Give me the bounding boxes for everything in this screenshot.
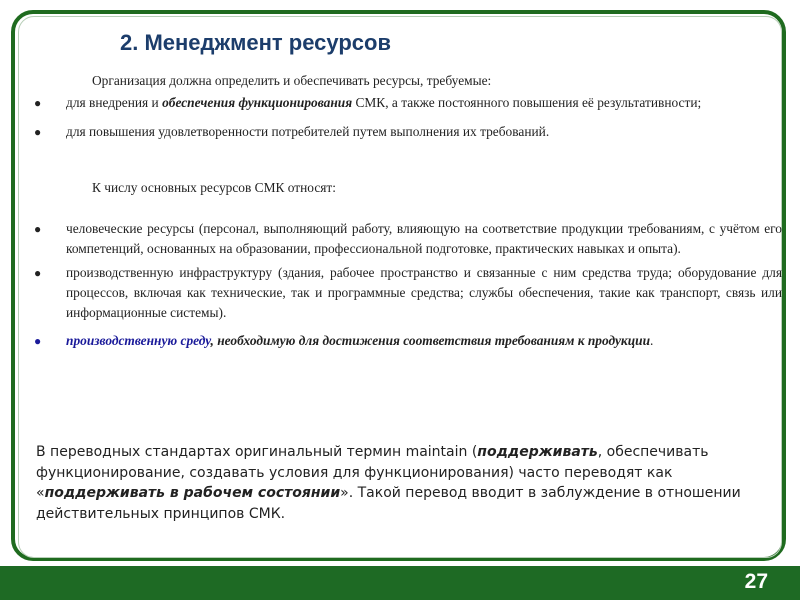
bullet-list-resources <box>34 219 782 351</box>
list-item: ● для повышения удовлетворенности потребителей путем выполнения их требований. <box>34 122 782 142</box>
translation-note: В переводных стандартах оригинальный термин maintain (поддерживать, обеспечивать функционирование, создавать условия для функционирования) часто переводят как «поддерживать в рабочем состоянии». Такой перевод вводит в заблуждение в отношении действительных принципов СМК. <box>36 444 741 522</box>
bullet-icon: ● <box>34 334 42 348</box>
resources-heading: К числу основных ресурсов СМК относят: <box>92 180 337 195</box>
bullet-icon: ● <box>34 222 42 236</box>
list-item: ● человеческие ресурсы (персонал, выполняющий работу, влияющую на соответствие продукции требованиям, с учётом его компетенций, основанных на образовании, профессиональной подготовке, практических навыках и опыта). <box>34 221 782 256</box>
list-item: ● производственную среду, необходимую для достижения соответствия требованиям к продукции. <box>34 331 782 351</box>
list-item: ● для внедрения и обеспечения функционирования СМК, а также постоянного повышения её результативности; <box>34 93 782 113</box>
page-number: 27 <box>744 570 768 593</box>
slide-title: 2. Менеджмент ресурсов <box>120 30 391 55</box>
bullet-icon: ● <box>34 96 42 110</box>
intro-text: Организация должна определить и обеспечивать ресурсы, требуемые: <box>92 73 492 88</box>
list-item: ● производственную инфраструктуру (здания, рабочее пространство и связанные с ним средства труда; оборудование для процессов, включая как технические, так и программные средства; службы обеспечения, такие как транспорт, связь или информационные системы). <box>34 265 782 320</box>
bullet-icon: ● <box>34 266 42 280</box>
footer-bar <box>0 566 800 600</box>
bullet-list-requirements <box>34 93 782 142</box>
bullet-icon: ● <box>34 125 42 139</box>
